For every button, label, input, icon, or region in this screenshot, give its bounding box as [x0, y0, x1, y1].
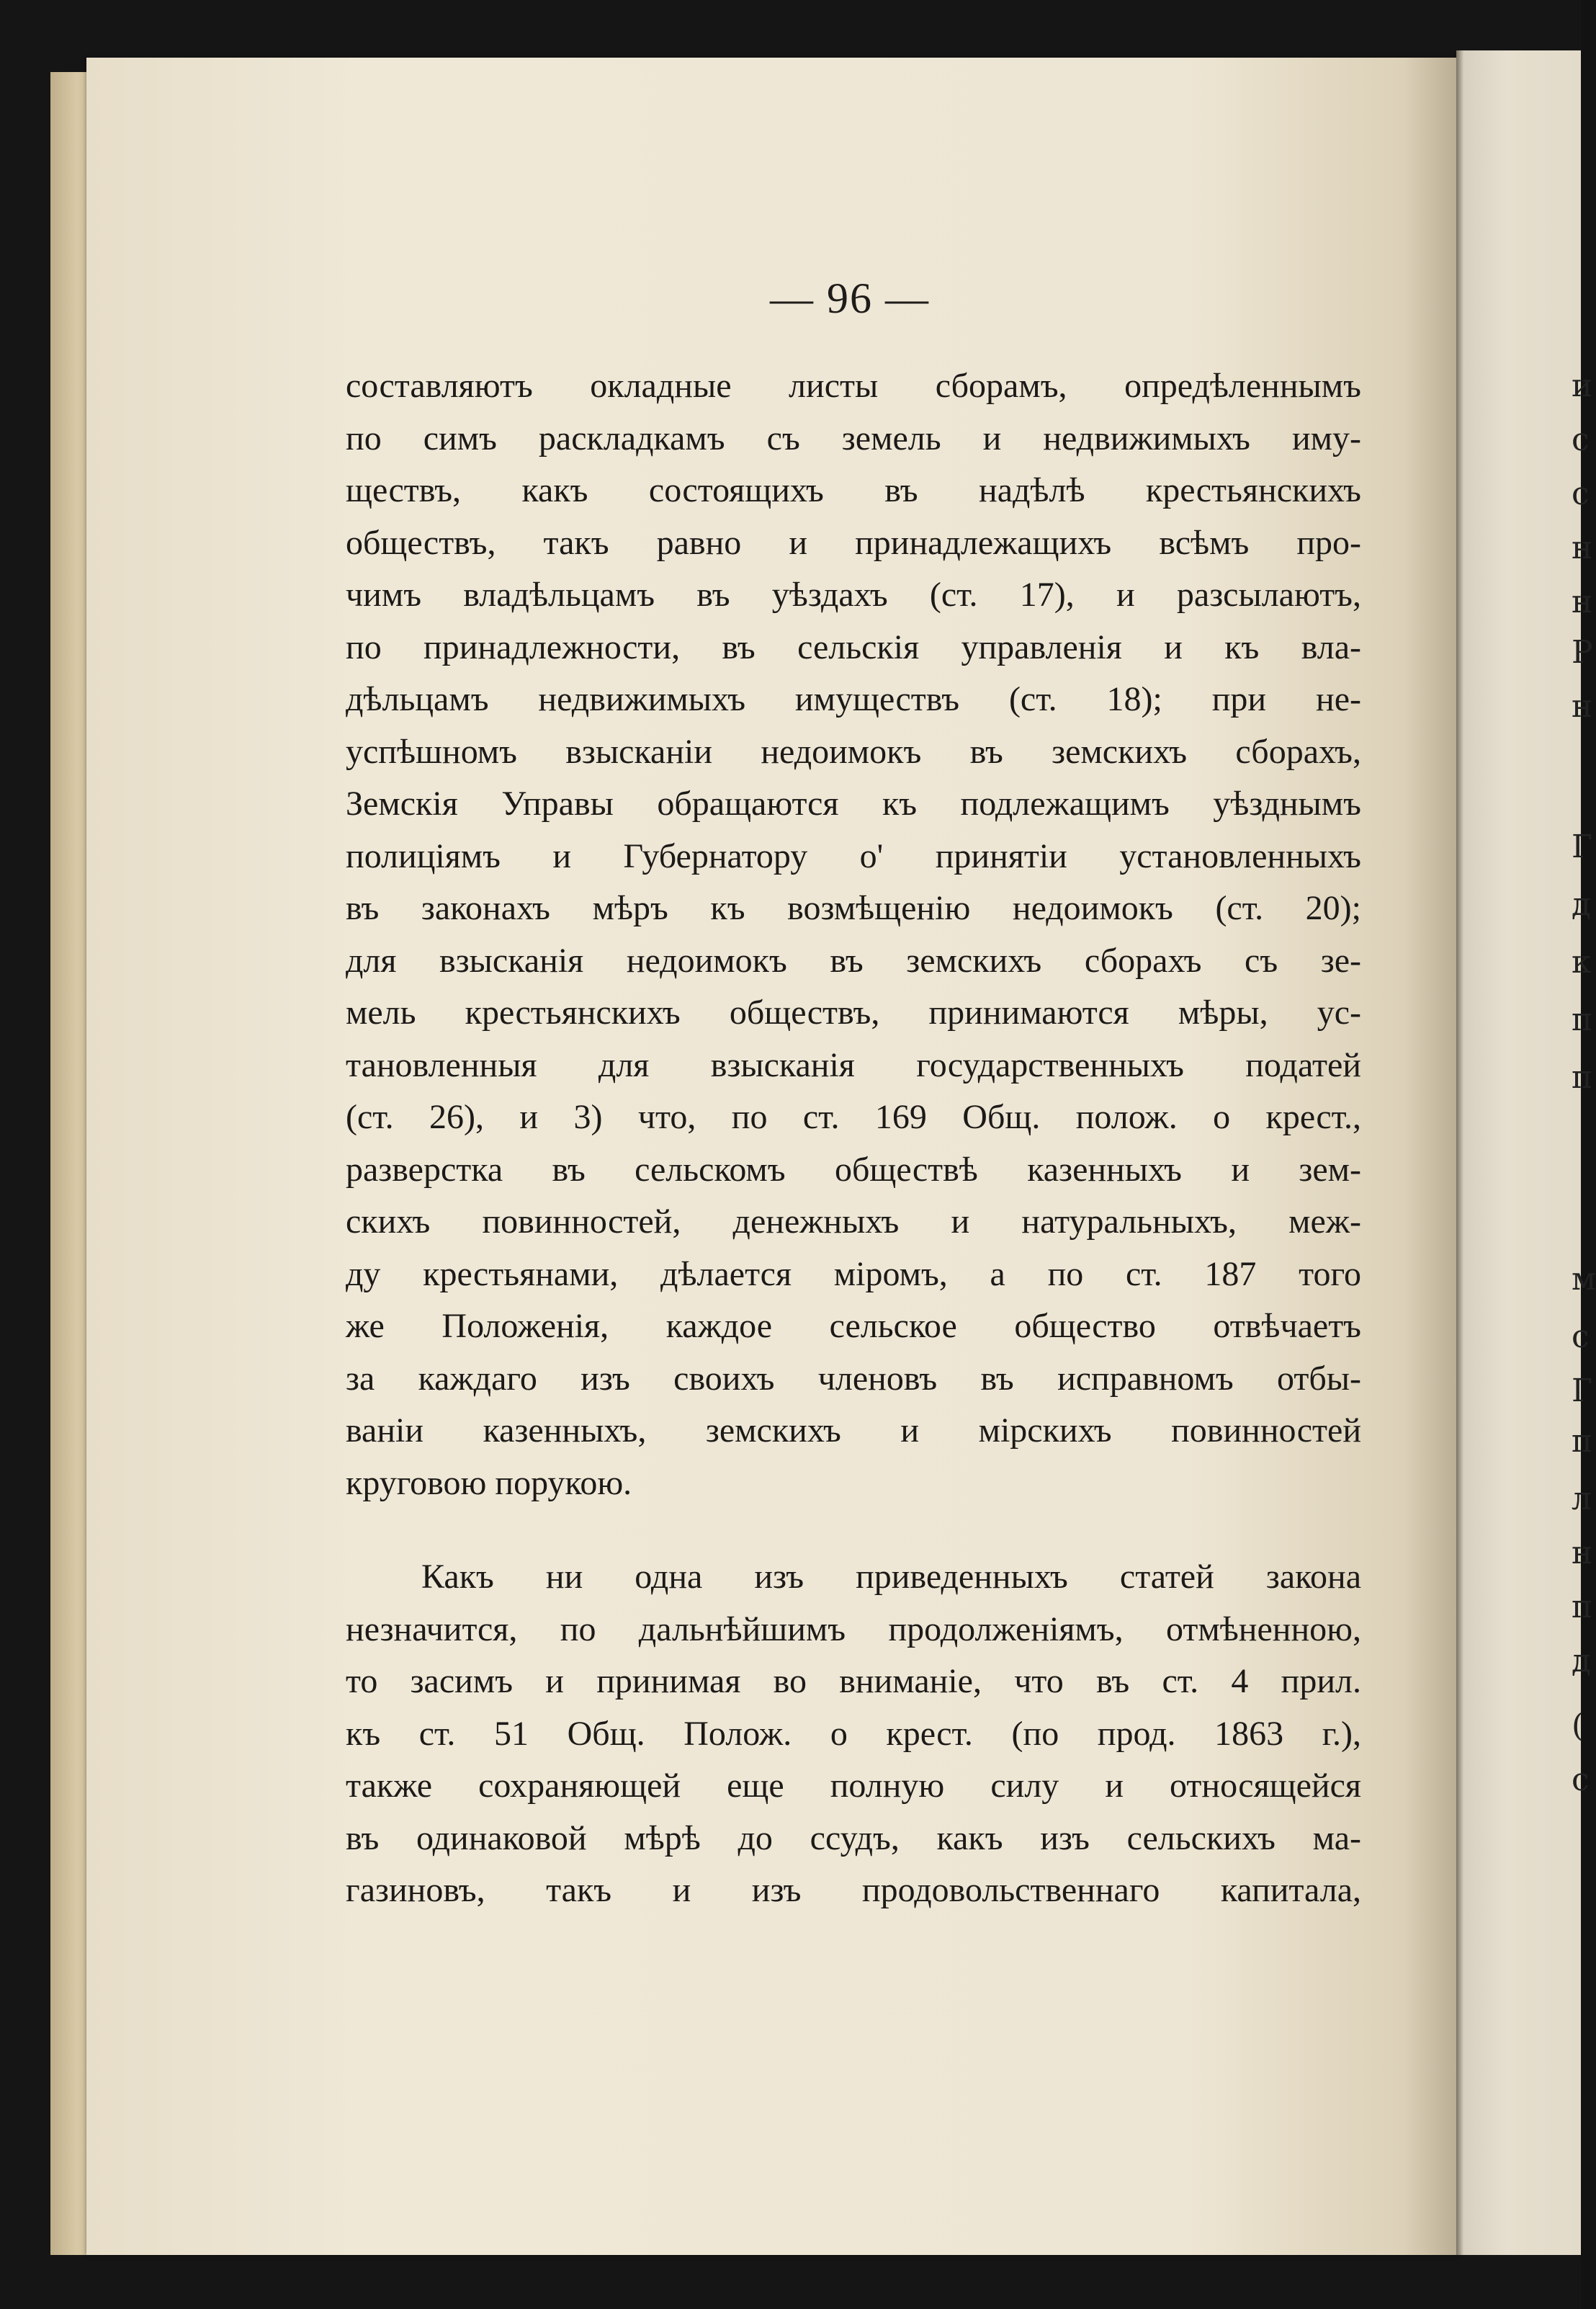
text-line: обществъ, такъ равно и принадлежащихъ всѣмъ про- — [346, 523, 1361, 562]
next-page-glyph: с — [1572, 1761, 1590, 1798]
text-line: ду крестьянами, дѣлается міромъ, а по ст. 187 того — [346, 1254, 1361, 1293]
body-text — [346, 360, 1361, 1917]
next-page-glyph: п — [1572, 1589, 1593, 1625]
paragraph-gap — [346, 1509, 1361, 1551]
text-line: разверстка въ сельскомъ обществѣ казенныхъ и зем- — [346, 1150, 1361, 1189]
text-line: составляютъ окладные листы сборамъ, опредѣленнымъ — [346, 367, 1361, 405]
next-page-glyph: к — [1572, 944, 1592, 981]
page-number: — 96 — — [770, 274, 930, 322]
next-page-glyph: с — [1572, 421, 1590, 458]
next-page-glyph: п — [1572, 1423, 1593, 1460]
next-page-glyph: н — [1572, 530, 1593, 566]
text-line: газиновъ, такъ и изъ продовольственнаго капитала, — [346, 1871, 1361, 1909]
text-line: же Положенія, каждое сельское общество отвѣчаетъ — [346, 1307, 1361, 1345]
text-line: Земскія Управы обращаются къ подлежащимъ уѣзднымъ — [346, 785, 1361, 823]
next-page-glyph: н — [1572, 584, 1593, 620]
next-page-glyph: Г — [1572, 829, 1593, 865]
text-line: къ ст. 51 Общ. Полож. о крест. (по прод. 1863 г.), — [346, 1714, 1361, 1753]
text-line: по симъ раскладкамъ съ земель и недвижимыхъ иму- — [346, 419, 1361, 457]
text-line: для взысканія недоимокъ въ земскихъ сборахъ съ зе- — [346, 941, 1361, 980]
next-page-glyph: л — [1572, 1480, 1592, 1517]
next-page-glyph: н — [1572, 688, 1593, 725]
text-line: также сохраняющей еще полную силу и относящейся — [346, 1767, 1361, 1805]
next-page-glyph: Г — [1572, 1372, 1593, 1409]
next-page-glyph: с — [1572, 475, 1590, 512]
next-page-glyph: ( — [1572, 1707, 1584, 1744]
paragraph — [346, 360, 1361, 1509]
text-line: тановленныя для взысканія государственныхъ податей — [346, 1045, 1361, 1084]
next-page-glyph: м — [1572, 1261, 1596, 1298]
text-line: за каждаго изъ своихъ членовъ въ исправномъ отбы- — [346, 1359, 1361, 1398]
text-line: то засимъ и принимая во вниманіе, что въ ст. 4 прил. — [346, 1662, 1361, 1700]
text-line: дѣльцамъ недвижимыхъ имуществъ (ст. 18); при не- — [346, 680, 1361, 718]
next-page-glyph: и — [1572, 367, 1593, 404]
text-line: мель крестьянскихъ обществъ, принимаются мѣры, ус- — [346, 993, 1361, 1032]
text-line: ществъ, какъ состоящихъ въ надѣлѣ крестьянскихъ — [346, 471, 1361, 509]
text-line: въ одинаковой мѣрѣ до ссудъ, какъ изъ сельскихъ ма- — [346, 1818, 1361, 1857]
text-line: Какъ ни одна изъ приведенныхъ статей закона — [421, 1558, 1361, 1596]
next-page-glyph: Р — [1572, 634, 1593, 671]
text-line: скихъ повинностей, денежныхъ и натуральныхъ, меж- — [346, 1202, 1361, 1241]
next-page-glyph: п — [1572, 1059, 1593, 1096]
text-line: по принадлежности, въ сельскія управленія и къ вла- — [346, 628, 1361, 666]
text-line: чимъ владѣльцамъ въ уѣздахъ (ст. 17), и разсылаютъ, — [346, 576, 1361, 614]
next-page-glyph: п — [1572, 1001, 1593, 1038]
next-page-fragment — [1456, 50, 1596, 2255]
text-line: въ законахъ мѣръ къ возмѣщенію недоимокъ (ст. 20); — [346, 889, 1361, 927]
text-line: успѣшномъ взысканіи недоимокъ въ земскихъ сборахъ, — [346, 732, 1361, 771]
next-page-glyph: д — [1572, 1643, 1592, 1679]
next-page-glyph: с — [1572, 1318, 1590, 1355]
text-line: незначится, по дальнѣйшимъ продолженіямъ, отмѣненною, — [346, 1609, 1361, 1648]
text-line: полиціямъ и Губернатору о' принятіи установленныхъ — [346, 836, 1361, 875]
text-line: ваніи казенныхъ, земскихъ и мірскихъ повинностей — [346, 1411, 1361, 1450]
next-page-glyph: н — [1572, 1535, 1593, 1571]
text-line: круговою порукою. — [346, 1463, 632, 1502]
paragraph — [346, 1551, 1361, 1917]
text-line: (ст. 26), и 3) что, по ст. 169 Общ. полож. о крест., — [346, 1098, 1361, 1136]
next-page-glyph: д — [1572, 886, 1592, 923]
